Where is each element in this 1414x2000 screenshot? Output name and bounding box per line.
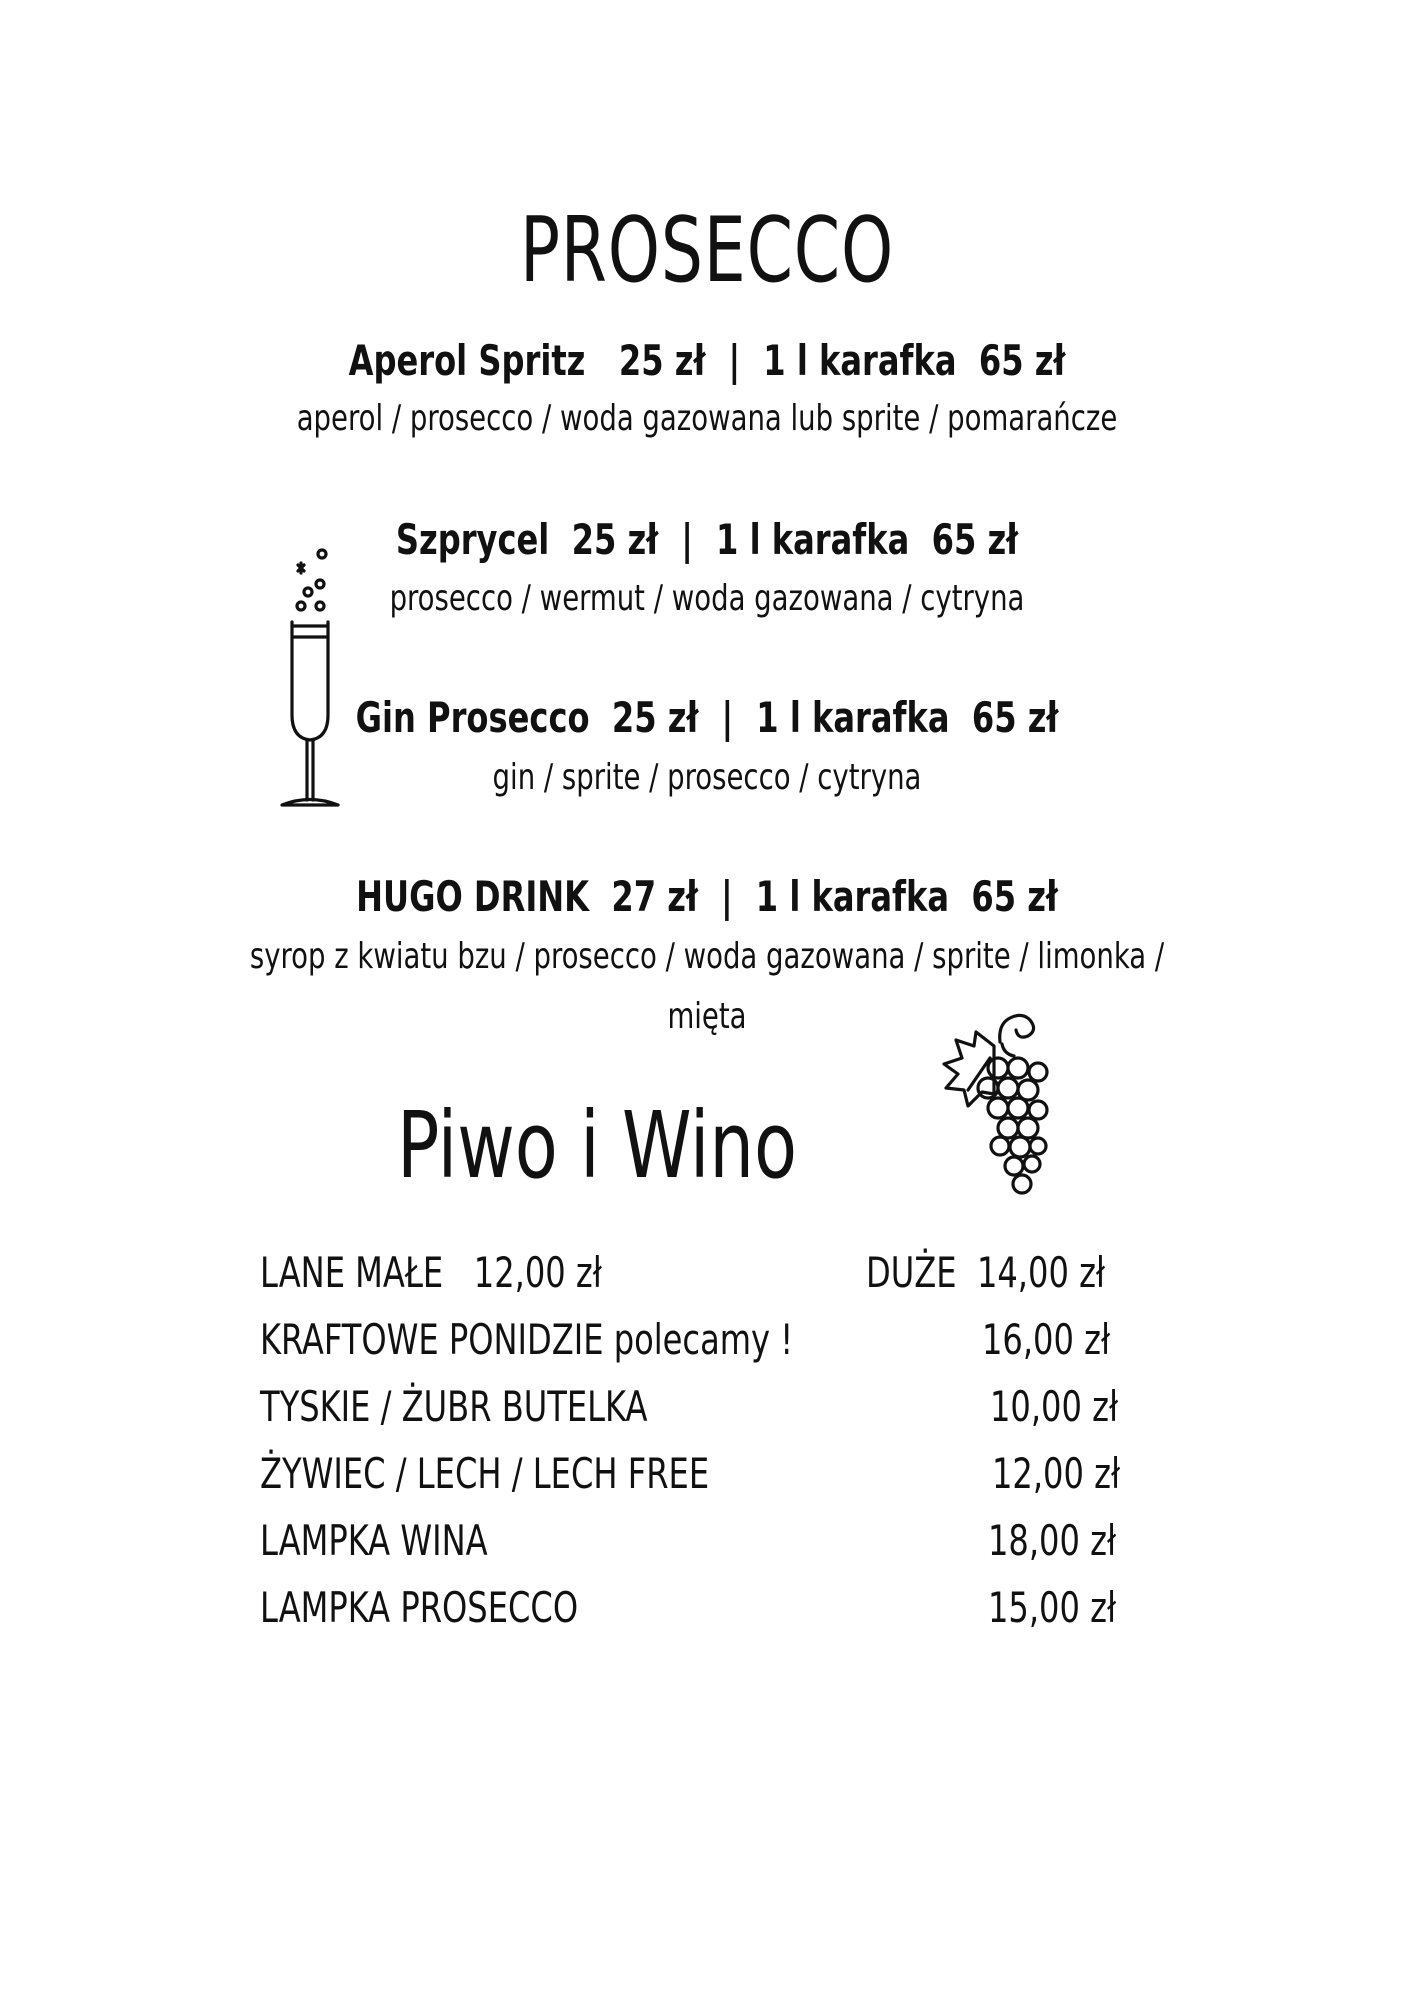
- champagne-glass-icon: [270, 540, 350, 810]
- menu-item-desc-hugo-line2: mięta: [667, 996, 747, 1037]
- price-row: [260, 1248, 1140, 1308]
- separator: |: [681, 515, 693, 564]
- price-row-price: 16,00 zł: [982, 1315, 1111, 1364]
- price-row: [260, 1382, 1140, 1442]
- prosecco-title: PROSECCO: [519, 198, 895, 303]
- item-price: 25 zł: [611, 693, 699, 742]
- price-row-name: LAMPKA WINA: [260, 1516, 488, 1565]
- price-row-name: TYSKIE / ŻUBR BUTELKA: [260, 1382, 648, 1431]
- price-row-price: 10,00 zł: [990, 1382, 1119, 1431]
- carafe-label: 1 l karafka: [756, 693, 950, 742]
- separator: |: [720, 872, 733, 921]
- carafe-price: 65 zł: [978, 336, 1066, 385]
- price-small: 12,00 zł: [473, 1248, 602, 1297]
- carafe-label: 1 l karafka: [755, 872, 950, 921]
- carafe-price: 65 zł: [971, 693, 1059, 742]
- price-row-price: 12,00 zł: [992, 1449, 1121, 1498]
- price-row: [260, 1315, 1140, 1375]
- price-row-price: 15,00 zł: [988, 1583, 1117, 1632]
- price-row: [260, 1583, 1140, 1643]
- price-row-name: LAMPKA PROSECCO: [260, 1583, 579, 1632]
- item-name: Szprycel: [395, 515, 550, 564]
- menu-item-title-hugo: [106, 872, 1308, 921]
- price-row: [260, 1449, 1140, 1509]
- menu-item-desc-szprycel: prosecco / wermut / woda gazowana / cytryna: [389, 578, 1025, 619]
- price-row-price: 18,00 zł: [988, 1516, 1117, 1565]
- price-row-large: [866, 1248, 1105, 1297]
- menu-item-desc-hugo-line1: syrop z kwiatu bzu / prosecco / woda gazowana / sprite / limonka /: [249, 936, 1165, 977]
- item-price: 27 zł: [611, 872, 698, 921]
- separator: |: [728, 336, 741, 385]
- item-price: 25 zł: [571, 515, 659, 564]
- item-name: Gin Prosecco: [355, 693, 590, 742]
- price-row-name: KRAFTOWE PONIDZIE polecamy !: [260, 1315, 794, 1364]
- carafe-label: 1 l karafka: [716, 515, 910, 564]
- price-large: 14,00 zł: [976, 1248, 1106, 1297]
- price-row-name: LANE MAŁE 12,00 zł: [260, 1248, 602, 1297]
- menu-item-desc-aperol: aperol / prosecco / woda gazowana lub sprite / pomarańcze: [296, 398, 1118, 439]
- item-name: HUGO DRINK: [356, 872, 590, 921]
- carafe-price: 65 zł: [931, 515, 1019, 564]
- large-label: DUŻE: [866, 1248, 957, 1297]
- separator: |: [721, 693, 734, 742]
- price-row: [260, 1516, 1140, 1576]
- menu-item-desc-gin-prosecco: gin / sprite / prosecco / cytryna: [492, 757, 922, 798]
- carafe-label: 1 l karafka: [763, 336, 957, 385]
- menu-item-title-aperol: [106, 336, 1308, 385]
- carafe-price: 65 zł: [971, 872, 1058, 921]
- price-row-name: ŻYWIEC / LECH / LECH FREE: [260, 1449, 710, 1498]
- item-price: 25 zł: [618, 336, 706, 385]
- beer-wine-title: Piwo i Wino: [396, 1092, 798, 1199]
- item-name: Aperol Spritz: [348, 336, 586, 385]
